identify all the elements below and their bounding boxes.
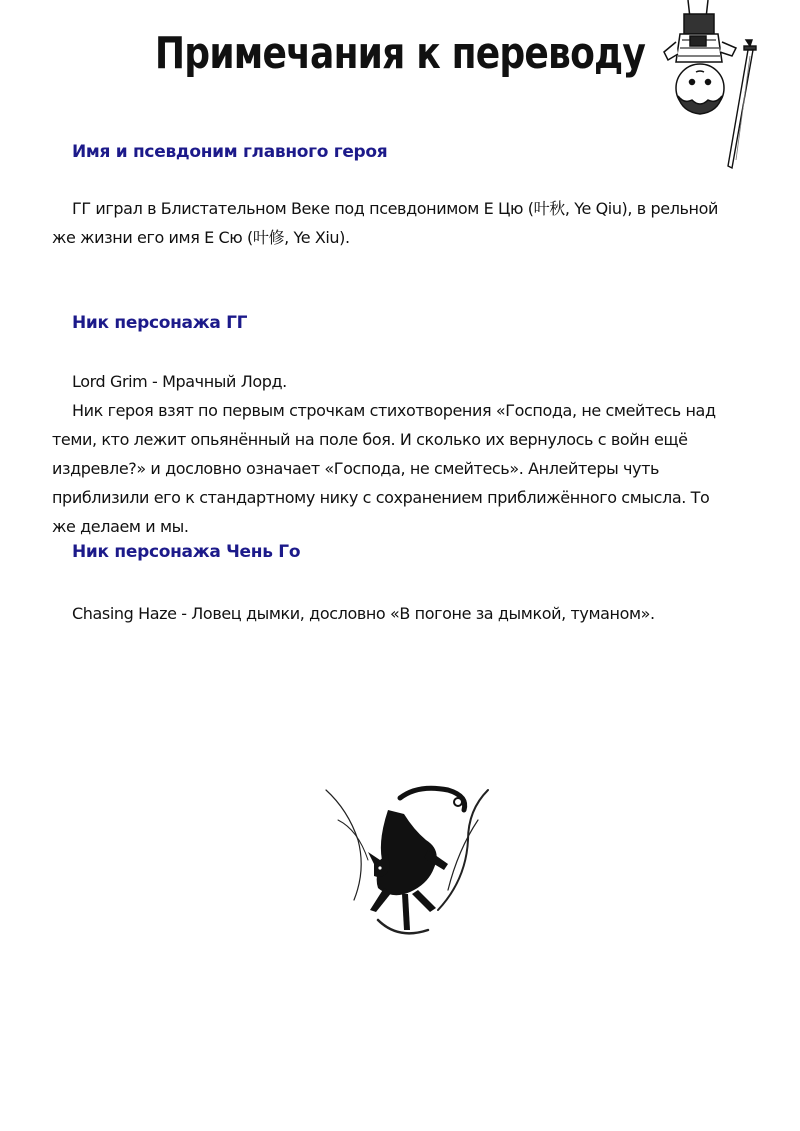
paragraph-text: Chasing Haze - Ловец дымки, дословно «В погоне за дымкой, туманом». — [72, 604, 655, 623]
section-paragraph-hero-nickname — [52, 367, 732, 541]
section-paragraph-chen-guo-nickname — [52, 599, 732, 628]
section-heading-hero-nickname: Ник персонажа ГГ — [72, 313, 248, 333]
section-heading-chen-guo-nickname: Ник персонажа Чень Го — [72, 542, 301, 562]
section-paragraph-main-hero-name — [52, 194, 732, 252]
paragraph-text: Lord Grim - Мрачный Лорд. — [72, 372, 287, 391]
paragraph-text: Ник героя взят по первым строчкам стихотворения «Господа, не смейтесь над теми, кто лежит опьянённый на поле боя. И сколько их вернулось с войн ещё издревле?» и дословно означает «Господа, не смейтесь». Анлейтеры чуть приблизили его к стандартному нику с сохранением приближённого смысла. То же делаем и мы. — [52, 401, 716, 536]
black-cat-ink-illustration — [318, 780, 498, 950]
chibi-swordsman-illustration — [660, 0, 770, 175]
section-heading-main-hero-name: Имя и псевдоним главного героя — [72, 142, 388, 162]
paragraph-text: ГГ играл в Блистательном Веке под псевдонимом Е Цю (叶秋, Ye Qiu), в рельной же жизни его имя Е Сю (叶修, Ye Xiu). — [52, 199, 718, 247]
page-title: Примечания к переводу — [154, 28, 646, 79]
